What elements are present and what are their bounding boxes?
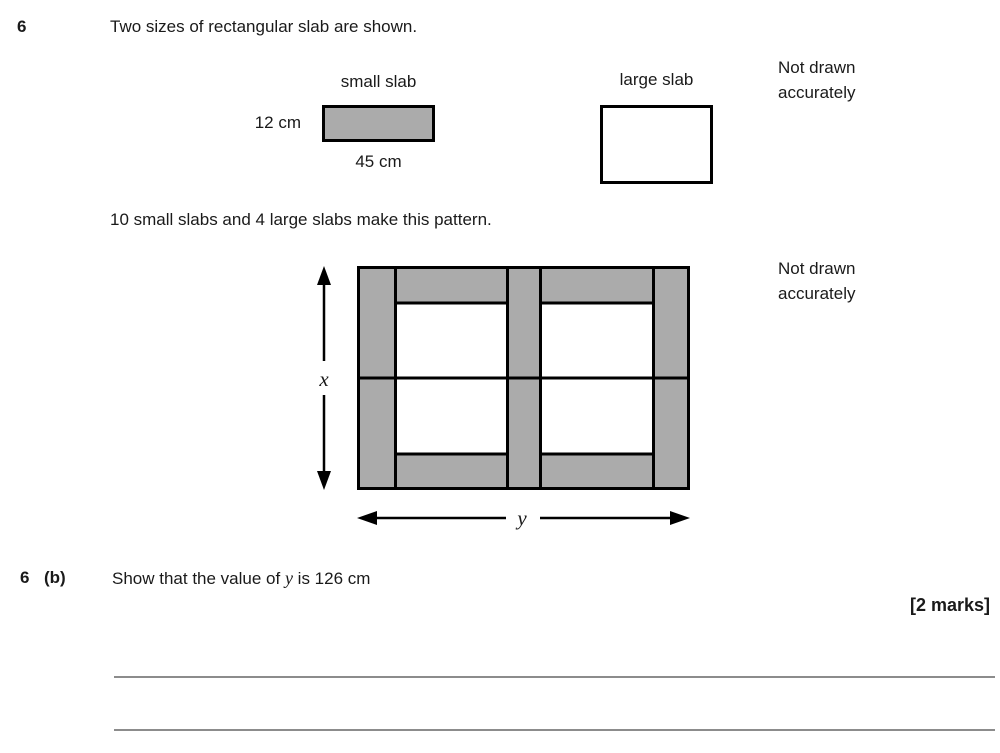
x-dimension-label: x: [319, 367, 329, 391]
horizontal-slab: [541, 454, 654, 489]
answer-line: [114, 676, 995, 678]
question-number: 6: [17, 17, 27, 36]
large-slab-window: [396, 378, 508, 454]
not-drawn-note-pattern: [778, 256, 855, 306]
vertical-slab: [654, 378, 689, 489]
vertical-slab: [508, 268, 541, 379]
small-slab-rect: [322, 105, 435, 142]
large-slab-window: [541, 303, 654, 378]
vertical-slab: [359, 268, 396, 379]
horizontal-slab: [396, 454, 508, 489]
large-slab-window: [541, 378, 654, 454]
part-b-prompt-suffix: is 126 cm: [292, 569, 371, 588]
part-b-prompt-prefix: Show that the value of: [112, 569, 285, 588]
not-drawn-note-pattern-line1: Not drawn: [778, 259, 856, 278]
not-drawn-note-pattern-line2: accurately: [778, 284, 856, 303]
horizontal-slab: [396, 268, 508, 304]
question-intro-text: Two sizes of rectangular slab are shown.: [110, 17, 418, 36]
small-slab-label: small slab: [340, 72, 417, 91]
arrow-down-icon: [317, 471, 331, 490]
pattern-caption: 10 small slabs and 4 large slabs make this pattern.: [110, 210, 492, 229]
large-slab-label: large slab: [619, 70, 694, 89]
marks-label: [2 marks]: [909, 595, 990, 615]
not-drawn-note-top-line1: Not drawn: [778, 58, 856, 77]
part-b-part-label: (b): [44, 568, 66, 587]
x-dimension-arrow: [317, 266, 331, 490]
y-dimension-arrow: [357, 506, 690, 530]
vertical-slab: [654, 268, 689, 379]
vertical-slab: [359, 378, 396, 489]
horizontal-slab: [541, 268, 654, 304]
answer-line: [114, 729, 995, 731]
pattern-diagram: [300, 255, 700, 540]
small-slab-height-label: 12 cm: [254, 113, 301, 132]
vertical-slab: [508, 378, 541, 489]
small-slab-width-label: 45 cm: [355, 152, 402, 171]
not-drawn-note-top: [778, 55, 855, 105]
large-slab-window: [396, 303, 508, 378]
y-dimension-label: y: [517, 506, 527, 530]
part-b-prompt: [112, 568, 370, 589]
part-b-question-number: 6: [20, 568, 30, 587]
large-slab-rect: [600, 105, 713, 184]
arrow-right-icon: [670, 511, 690, 525]
part-b-prompt-variable: y: [284, 568, 293, 588]
not-drawn-note-top-line2: accurately: [778, 83, 856, 102]
